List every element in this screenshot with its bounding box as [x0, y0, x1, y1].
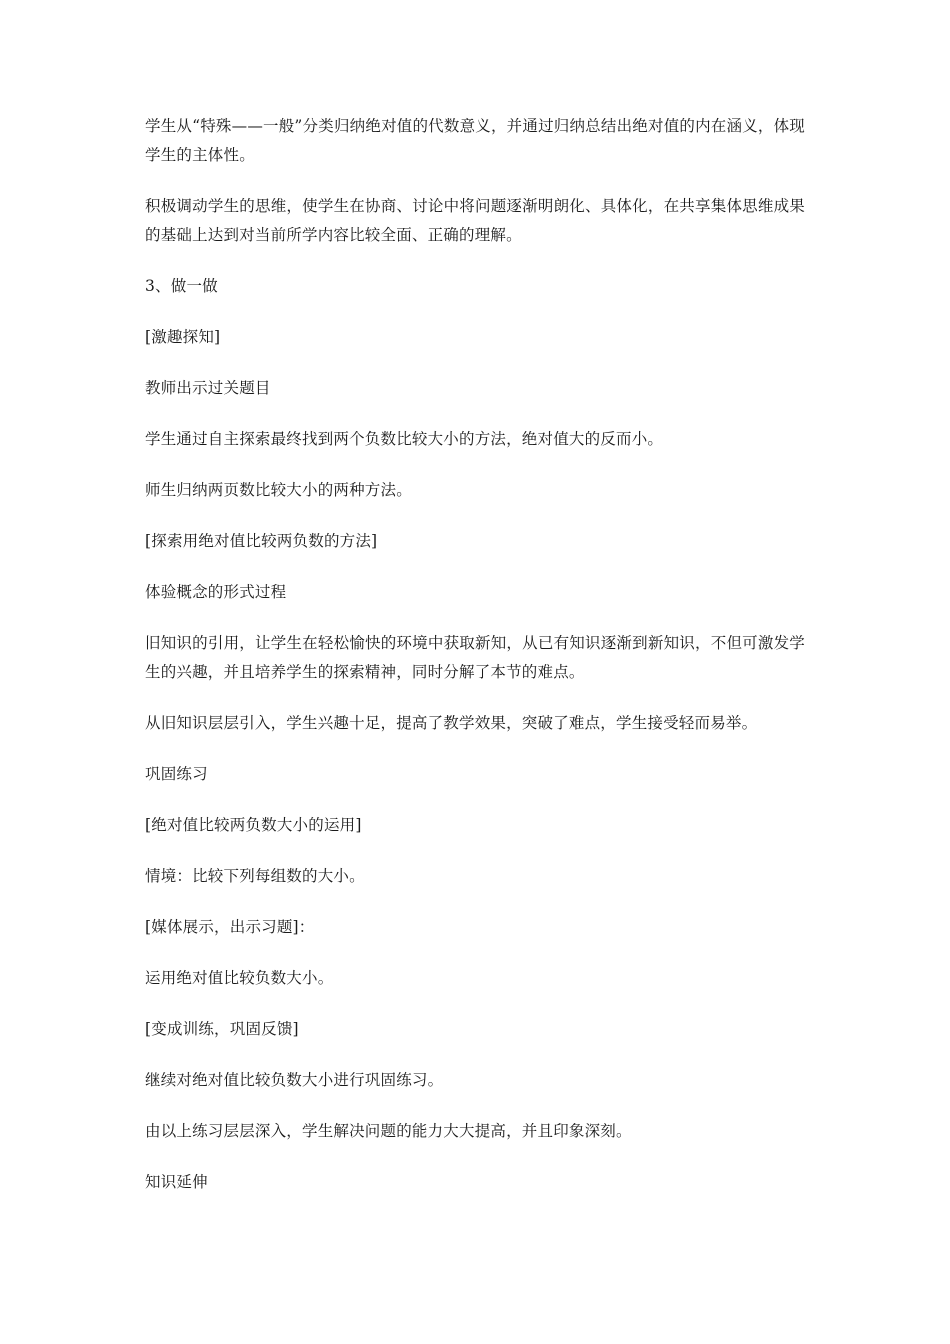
paragraph: 教师出示过关题目	[145, 379, 271, 397]
document-body	[145, 112, 805, 1219]
paragraph: 情境：比较下列每组数的大小。	[145, 867, 365, 885]
bracket-label: [激趣探知]	[145, 328, 221, 346]
section-heading: 知识延伸	[145, 1173, 208, 1191]
paragraph: 继续对绝对值比较负数大小进行巩固练习。	[145, 1071, 444, 1089]
section-heading: 3、做一做	[145, 277, 218, 295]
paragraph: 师生归纳两页数比较大小的两种方法。	[145, 481, 412, 499]
paragraph: 积极调动学生的思维，使学生在协商、讨论中将问题逐渐明朗化、具体化，在共享集体思维成果的基础上达到对当前所学内容比较全面、正确的理解。	[145, 197, 805, 244]
paragraph: 学生通过自主探索最终找到两个负数比较大小的方法，绝对值大的反而小。	[145, 430, 664, 448]
paragraph: 从旧知识层层引入，学生兴趣十足，提高了教学效果，突破了难点，学生接受轻而易举。	[145, 714, 758, 732]
paragraph: 学生从“特殊——一般”分类归纳绝对值的代数意义，并通过归纳总结出绝对值的内在涵义，体现学生的主体性。	[145, 117, 805, 164]
bracket-label: [媒体展示，出示习题]：	[145, 918, 315, 936]
bracket-label: [绝对值比较两负数大小的运用]	[145, 816, 362, 834]
bracket-label: [变成训练，巩固反馈]	[145, 1020, 299, 1038]
paragraph: 旧知识的引用，让学生在轻松愉快的环境中获取新知，从已有知识逐渐到新知识，不但可激发学生的兴趣，并且培养学生的探索精神，同时分解了本节的难点。	[145, 634, 805, 681]
paragraph: 体验概念的形式过程	[145, 583, 287, 601]
paragraph: 由以上练习层层深入，学生解决问题的能力大大提高，并且印象深刻。	[145, 1122, 632, 1140]
section-heading: 巩固练习	[145, 765, 208, 783]
bracket-label: [探索用绝对值比较两负数的方法]	[145, 532, 378, 550]
paragraph: 运用绝对值比较负数大小。	[145, 969, 334, 987]
